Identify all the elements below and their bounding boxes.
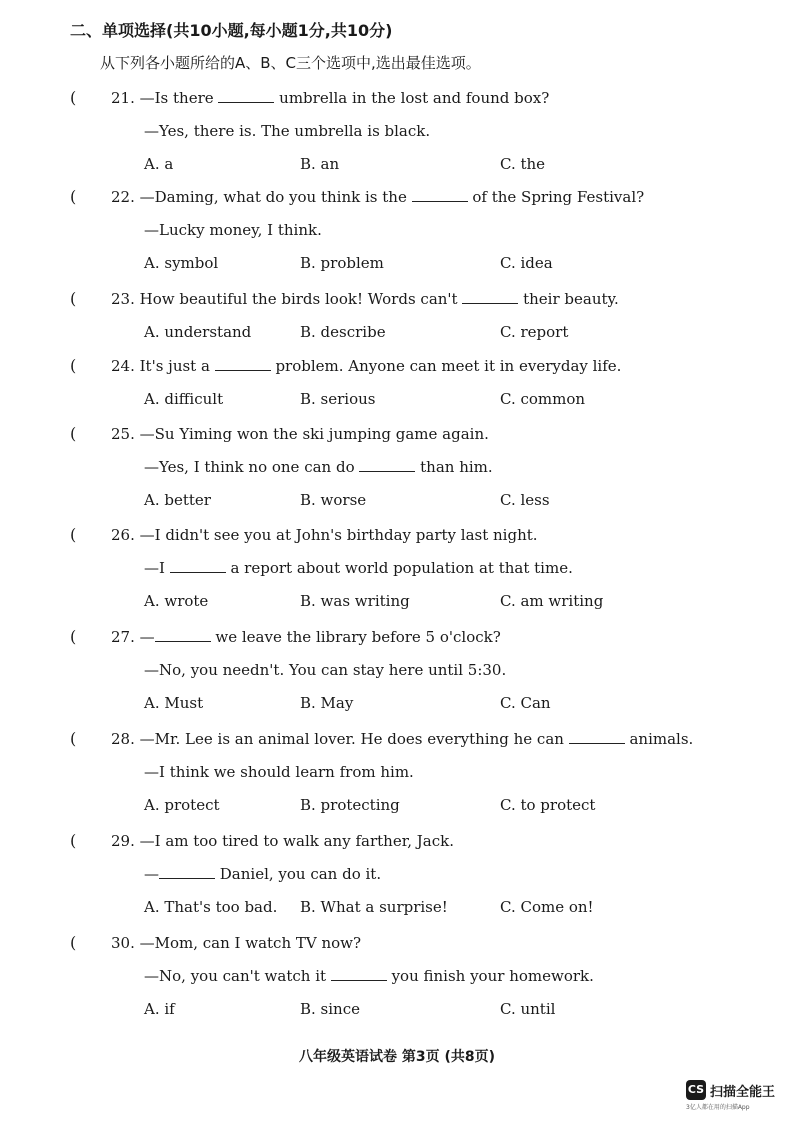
option-c: C. idea: [500, 254, 553, 272]
question-text: of the Spring Festival?: [467, 188, 645, 206]
question-text: —No, you needn't. You can stay here until 5:30.: [144, 661, 507, 679]
question-stem: [111, 525, 538, 545]
answer-blank: [359, 457, 415, 472]
option-a: A. Must: [144, 694, 204, 712]
option-b: B. protecting: [300, 796, 400, 814]
option-c: C. report: [500, 323, 569, 341]
question-text: we leave the library before 5 o'clock?: [210, 628, 501, 646]
question-text: 23. How beautiful the birds look! Words can't: [111, 290, 463, 308]
answer-blank: [462, 289, 518, 304]
option-b: B. describe: [300, 323, 386, 341]
question-line: [144, 558, 573, 578]
question-text: Daniel, you can do it.: [215, 865, 382, 883]
answer-paren: (: [70, 187, 77, 206]
answer-paren: (: [70, 627, 77, 646]
question-line: [144, 864, 381, 884]
option-a: A. better: [144, 491, 211, 509]
question-stem: [111, 831, 454, 851]
question-text: —No, you can't watch it: [144, 967, 331, 985]
question-text: 27. —: [111, 628, 155, 646]
question-text: 21. —Is there: [111, 89, 219, 107]
question-stem: [111, 88, 549, 108]
question-line: [144, 762, 414, 782]
answer-blank: [569, 729, 625, 744]
question-stem: [111, 187, 644, 207]
question-text: 29. —I am too tired to walk any farther, Jack.: [111, 832, 454, 850]
question-text: —Yes, I think no one can do: [144, 458, 360, 476]
question-text: —Lucky money, I think.: [144, 221, 322, 239]
option-b: B. an: [300, 155, 340, 173]
answer-blank: [159, 864, 215, 879]
answer-blank: [170, 558, 226, 573]
question-text: you finish your homework.: [386, 967, 594, 985]
question-text: —: [144, 865, 159, 883]
watermark-name: 扫描全能王: [710, 1085, 776, 1100]
option-c: C. common: [500, 390, 586, 408]
question-text: 30. —Mom, can I watch TV now?: [111, 934, 362, 952]
question-text: 22. —Daming, what do you think is the: [111, 188, 412, 206]
question-text: animals.: [624, 730, 694, 748]
answer-blank: [218, 88, 274, 103]
option-b: B. problem: [300, 254, 384, 272]
option-c: C. Can: [500, 694, 551, 712]
question-text: a report about world population at that time.: [225, 559, 573, 577]
option-a: A. difficult: [144, 390, 224, 408]
question-stem: [111, 289, 619, 309]
question-line: [144, 660, 506, 680]
scanner-watermark: [686, 1080, 786, 1114]
option-a: A. protect: [144, 796, 220, 814]
option-b: B. What a surprise!: [300, 898, 448, 916]
option-b: B. since: [300, 1000, 360, 1018]
question-line: [144, 220, 322, 240]
question-stem: [111, 356, 621, 376]
option-b: B. serious: [300, 390, 376, 408]
answer-blank: [331, 966, 387, 981]
option-c: C. Come on!: [500, 898, 594, 916]
section-instruction: 从下列各小题所给的A、B、C三个选项中,选出最佳选项。: [100, 54, 481, 72]
question-text: 26. —I didn't see you at John's birthday party last night.: [111, 526, 538, 544]
option-b: B. May: [300, 694, 354, 712]
question-text: 25. —Su Yiming won the ski jumping game again.: [111, 425, 489, 443]
question-text: their beauty.: [518, 290, 619, 308]
answer-paren: (: [70, 424, 77, 443]
option-a: A. That's too bad.: [144, 898, 278, 916]
question-text: 24. It's just a: [111, 357, 215, 375]
question-text: umbrella in the lost and found box?: [274, 89, 550, 107]
answer-paren: (: [70, 729, 77, 748]
question-text: than him.: [415, 458, 493, 476]
option-a: A. if: [144, 1000, 175, 1018]
option-c: C. the: [500, 155, 546, 173]
question-stem: [111, 729, 693, 749]
answer-blank: [155, 627, 211, 642]
question-stem: [111, 627, 501, 647]
option-a: A. understand: [144, 323, 252, 341]
answer-paren: (: [70, 933, 77, 952]
question-text: 28. —Mr. Lee is an animal lover. He does everything he can: [111, 730, 569, 748]
question-line: [144, 457, 493, 477]
question-line: [144, 121, 430, 141]
question-text: —Yes, there is. The umbrella is black.: [144, 122, 431, 140]
answer-blank: [215, 356, 271, 371]
question-text: —I think we should learn from him.: [144, 763, 414, 781]
option-c: C. until: [500, 1000, 556, 1018]
camscanner-logo-icon: CS: [686, 1080, 706, 1100]
answer-blank: [412, 187, 468, 202]
question-stem: [111, 424, 489, 444]
question-stem: [111, 933, 361, 953]
answer-paren: (: [70, 831, 77, 850]
page-footer: 八年级英语试卷 第3页 (共8页): [298, 1049, 496, 1065]
answer-paren: (: [70, 356, 77, 375]
option-a: A. a: [144, 155, 174, 173]
option-c: C. less: [500, 491, 550, 509]
option-c: C. am writing: [500, 592, 604, 610]
section-title: 二、单项选择(共10小题,每小题1分,共10分): [70, 21, 393, 40]
question-text: —I: [144, 559, 170, 577]
option-c: C. to protect: [500, 796, 596, 814]
answer-paren: (: [70, 289, 77, 308]
answer-paren: (: [70, 88, 77, 107]
question-text: problem. Anyone can meet it in everyday life.: [270, 357, 622, 375]
answer-paren: (: [70, 525, 77, 544]
watermark-tagline: 3亿人都在用的扫描App: [686, 1104, 750, 1111]
option-b: B. worse: [300, 491, 367, 509]
option-a: A. wrote: [144, 592, 209, 610]
option-b: B. was writing: [300, 592, 410, 610]
option-a: A. symbol: [144, 254, 219, 272]
question-line: [144, 966, 594, 986]
